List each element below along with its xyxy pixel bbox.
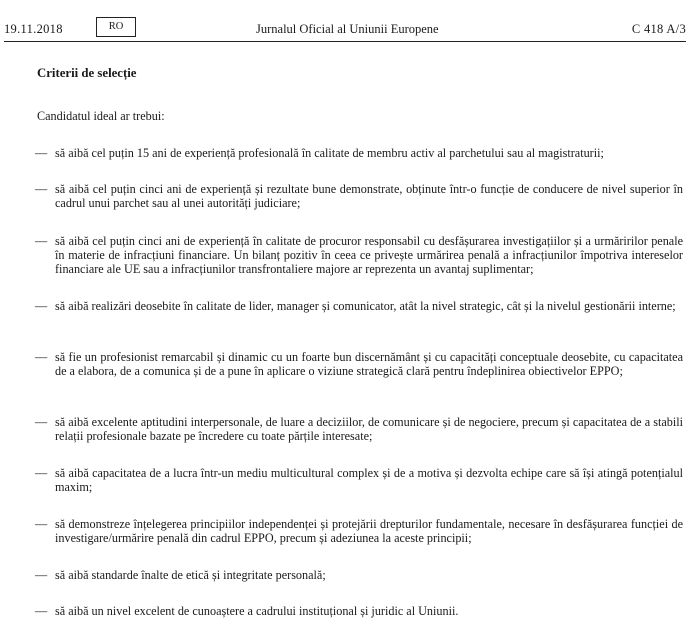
criterion-text: să aibă cel puțin cinci ani de experiență și rezultate bune demonstrate, obținute într-o funcție de conducere de nivel superior în cadrul unui parchet sau al unei autorități judiciare; (55, 182, 683, 210)
document-body (35, 66, 683, 618)
criterion-item (35, 415, 683, 443)
criterion-text: să aibă un nivel excelent de cunoaștere a cadrului instituțional și juridic al Uniunii. (55, 604, 459, 618)
list-dash: — (35, 234, 48, 248)
page-header (0, 0, 700, 40)
criterion-text: să aibă realizări deosebite în calitate de lider, manager și comunicator, atât la nivel strategic, cât și la nivelul gestionării interne; (55, 299, 676, 313)
list-dash: — (35, 350, 48, 364)
criterion-text: să aibă excelente aptitudini interpersonale, de luare a deciziilor, de comunicare și de negociere, precum și capacitatea de a stabili relații profesionale bazate pe încredere cu toate părțile interesate; (55, 415, 683, 443)
criterion-text: să demonstreze înțelegerea principiilor independenței și protejării drepturilor fundamentale, necesare în desfășurarea funcției de investigare/urmărire penală din cadrul EPPO, precum și adeziunea la aceste principii; (55, 517, 683, 545)
publication-date: 19.11.2018 (4, 22, 63, 36)
criterion-item (35, 568, 683, 582)
section-intro: Candidatul ideal ar trebui: (37, 109, 165, 123)
criterion-item (35, 299, 683, 313)
criterion-item (35, 517, 683, 545)
list-dash: — (35, 415, 48, 429)
criterion-text: să fie un profesionist remarcabil și dinamic cu un foarte bun discernământ și cu capacități conceptuale deosebite, cu capacitatea de a elabora, de a comunica și de a pune în aplicare o viziune strategică clară pentru îndeplinirea obiectivelor EPPO; (55, 350, 683, 378)
journal-title: Jurnalul Oficial al Uniunii Europene (256, 22, 439, 36)
list-dash: — (35, 182, 48, 196)
section-heading: Criterii de selecție (37, 66, 137, 80)
criterion-text: să aibă standarde înalte de etică și integritate personală; (55, 568, 326, 582)
list-dash: — (35, 568, 48, 582)
criterion-text: să aibă cel puțin cinci ani de experiență în calitate de procuror responsabil cu desfășurarea investigațiilor și a urmăririlor penale în materie de infracțiuni financiare. Un bilanț pozitiv în ceea ce privește urmărirea penală a infracțiunilor împotriva intereselor financiare ale UE sau a infracțiunilor transfrontaliere majore ar reprezenta un avantaj suplimentar; (55, 234, 683, 276)
criterion-item (35, 350, 683, 378)
list-dash: — (35, 299, 48, 313)
criterion-item (35, 466, 683, 494)
language-code-box: RO (96, 17, 136, 37)
criterion-item (35, 146, 683, 160)
criterion-item (35, 604, 683, 618)
list-dash: — (35, 517, 48, 531)
page-reference: C 418 A/3 (631, 22, 686, 36)
criterion-item (35, 182, 683, 210)
criterion-text: să aibă capacitatea de a lucra într-un mediu multicultural complex și de a motiva și dezvolta echipe care să își atingă potențialul maxim; (55, 466, 683, 494)
list-dash: — (35, 466, 48, 480)
criterion-text: să aibă cel puțin 15 ani de experiență profesională în calitate de membru activ al parchetului sau al magistraturii; (55, 146, 604, 160)
header-rule (4, 41, 686, 42)
criterion-item (35, 234, 683, 276)
list-dash: — (35, 604, 48, 618)
list-dash: — (35, 146, 48, 160)
